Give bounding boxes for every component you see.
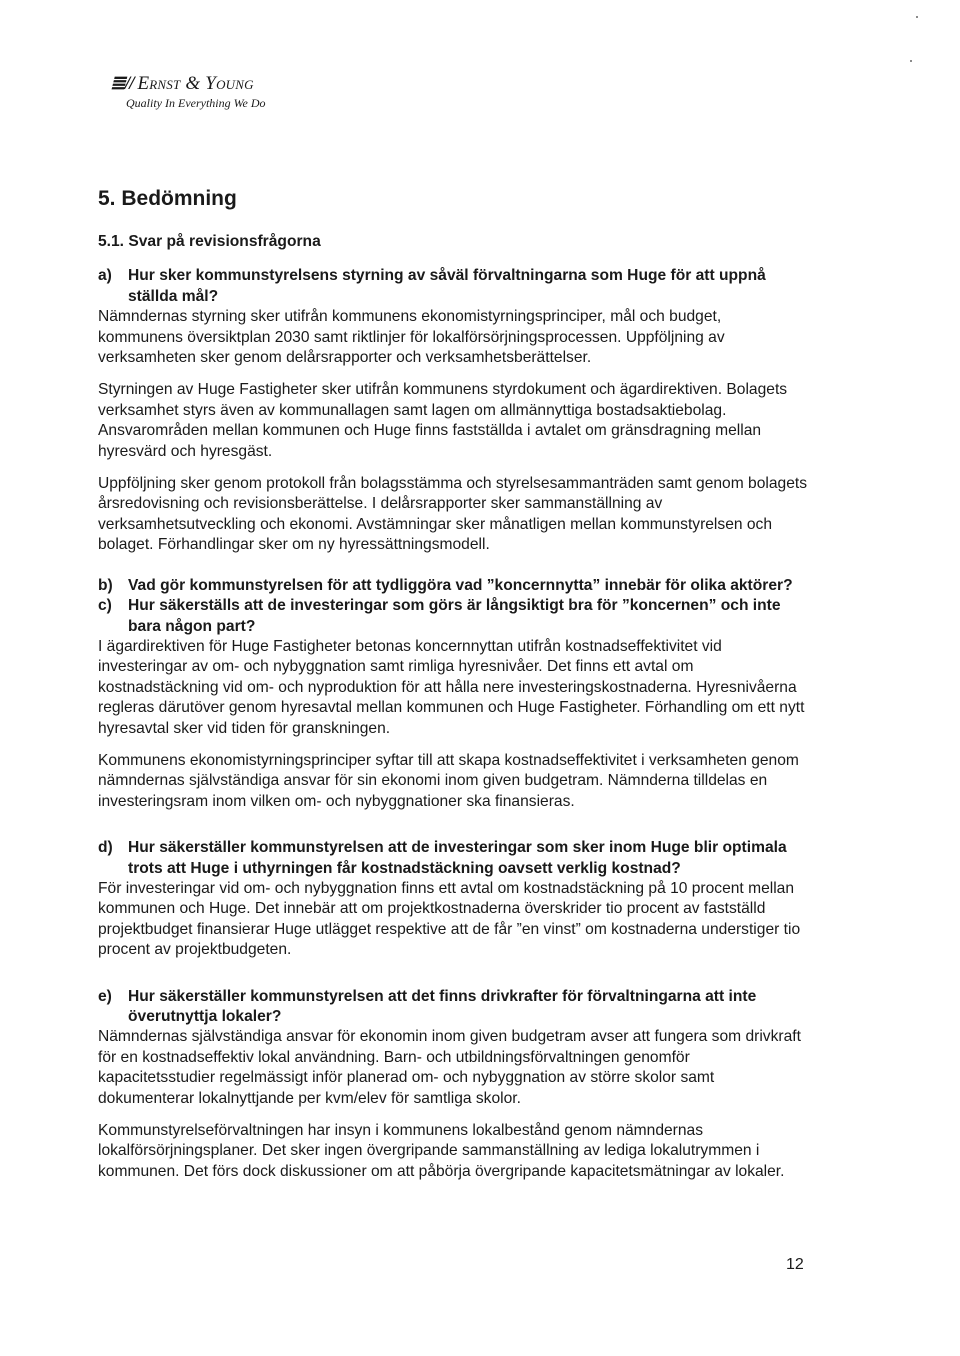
page-number: 12 <box>786 1256 804 1273</box>
question-text: Vad gör kommunstyrelsen för att tydliggöra vad ”koncernnytta” innebär för olika aktörer? <box>128 576 793 594</box>
question-d <box>98 838 810 879</box>
question-c <box>98 596 810 637</box>
scan-speck <box>910 60 912 62</box>
section-subtitle: 5.1. Svar på revisionsfrågorna <box>98 233 321 250</box>
company-name: Ernst & Young <box>137 73 254 94</box>
section-title: 5. Bedömning <box>98 187 237 210</box>
question-b <box>98 576 810 596</box>
question-label: c) <box>98 597 112 615</box>
answer-paragraph: Kommunstyrelseförvaltningen har insyn i kommunens lokalbestånd genom nämndernas lokalförsörjningsplaner. Det sker ingen övergripande sammanställning av lediga lokalutrymmen i kommunen. Det förs dock diskussioner om att påbörja övergripande kapacitetsmätningar av lokaler. <box>98 1122 785 1180</box>
question-text: Hur sker kommunstyrelsens styrning av såväl förvaltningarna som Huge för att uppnå ställda mål? <box>128 267 766 305</box>
answer-paragraph: I ägardirektiven för Huge Fastigheter betonas koncernnyttan utifrån kostnadseffektivitet vid investeringar av om- och nybyggnation samt rimliga hyresnivåer. Det finns ett avtal om kostnadstäckning vid om- och nyproduktion för att hålla nere investeringskostnaderna. Hyresnivåerna regleras därutöver genom hyresavtal mellan kommunen och Huge Fastigheter. Förhandling om ett nytt hyresavtal sker vid tiden för granskningen. <box>98 637 805 737</box>
question-label: e) <box>98 987 112 1005</box>
question-text: Hur säkerställer kommunstyrelsen att de investeringar som sker inom Huge blir optimala trots att Huge i uthyrningen får kostnadstäckning oavsett verklig kostnad? <box>128 839 787 877</box>
answer-paragraph: Nämndernas styrning sker utifrån kommunens ekonomistyrningsprinciper, mål och budget, kommunens översiktplan 2030 samt riktlinjer för lokalförsörjningsprocessen. Uppföljning av verksamheten sker genom delårsrapporter och verksamhetsberättelser. <box>98 308 725 367</box>
company-logo <box>110 72 266 111</box>
scan-speck <box>916 16 918 18</box>
answer-paragraph: För investeringar vid om- och nybyggnation finns ett avtal om kostnadstäckning på 10 procent mellan kommunen och Huge. Det innebär att om projektkostnaderna överskrider tio procent av fastställd projektbudget finansierar Huge utlägget respektive att de får ”en vinst” om kostnaderna understiger tio procent av projektbudgeten. <box>98 879 801 959</box>
answer-paragraph: Nämndernas självständiga ansvar för ekonomin inom given budgetram avser att fungera som drivkraft för en kostnadseffektiv lokal användning. Barn- och utbildningsförvaltningen genomför kapacitetsstudier regelmässigt inför planerad om- och nybyggnation av större skolor samt dokumenterar lokalnyttjande per kvm/elev för samtliga skolor. <box>98 1028 801 1107</box>
question-a <box>98 266 810 307</box>
question-text: Hur säkerställs att de investeringar som görs är långsiktigt bra för ”koncernen” och inte bara någon part? <box>128 597 781 635</box>
answer-paragraph: Styrningen av Huge Fastigheter sker utifrån kommunens styrdokument och ägardirektiven. Bolagets verksamhet styrs även av kommunallagen samt lagen om allmännyttiga bostadsaktiebolag. Ansvarområden mellan kommunen och Huge finns fastställda i avtalet om gränsdragning mellan hyresvärd och hyresgäst. <box>98 381 788 460</box>
question-label: d) <box>98 839 113 857</box>
question-label: b) <box>98 576 113 594</box>
question-e <box>98 987 810 1028</box>
question-label: a) <box>98 267 112 285</box>
logo-mark-icon: ≣// <box>110 73 134 94</box>
question-text: Hur säkerställer kommunstyrelsen att det finns drivkrafter för förvaltningarna att inte överutnyttja lokaler? <box>128 987 757 1025</box>
document-body <box>98 186 810 1194</box>
company-tagline: Quality In Everything We Do <box>126 96 266 110</box>
answer-paragraph: Kommunens ekonomistyrningsprinciper syftar till att skapa kostnadseffektivitet i verksamheten genom nämndernas självständiga ansvar för sin ekonomi inom given budgetram. Nämnderna tilldelas en investeringsram inom vilken om- och nybyggnationer ska finansieras. <box>98 751 799 810</box>
answer-paragraph: Uppföljning sker genom protokoll från bolagsstämma och styrelsesammanträden samt genom bolagets årsredovisning och revisionsberättelse. I delårsrapporter sker sammanställning av verksamhetsutveckling och ekonomi. Avstämningar sker månatligen mellan kommunstyrelsen och bolaget. Förhandlingar sker om ny hyressättningsmodell. <box>98 475 808 554</box>
